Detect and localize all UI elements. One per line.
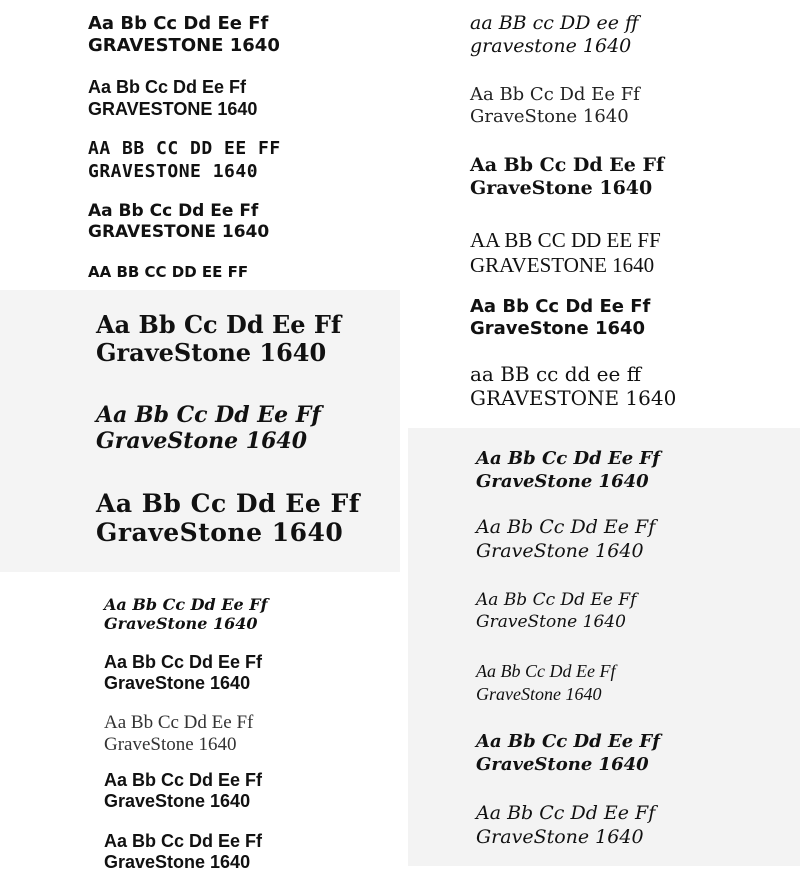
- sample-line-alphabet: Aa Bb Cc Dd Ee Ff: [476, 448, 660, 469]
- sample-line-word: GraveStone 1640: [476, 540, 644, 562]
- font-sample-5: [88, 265, 248, 280]
- sample-line-alphabet: Aa Bb Cc Dd Ee Ff: [96, 402, 321, 428]
- sample-line-alphabet: Aa Bb Cc Dd Ee Ff: [88, 13, 269, 34]
- sample-line-word-cropped: [104, 853, 262, 861]
- sample-line-word: gravestone 1640: [470, 35, 632, 57]
- font-sample-9: [104, 597, 268, 632]
- sample-line-alphabet: Aa Bb Cc Dd Ee Ff: [104, 770, 263, 790]
- sample-line-word: GRAVESTONE 1640: [470, 253, 655, 277]
- sample-line-word: GraveStone 1640: [470, 177, 653, 199]
- font-sample-13: [104, 832, 262, 861]
- sample-line-alphabet: Aa Bb Cc Dd Ee Ff: [470, 84, 640, 105]
- font-sample-3: [88, 140, 281, 181]
- font-sample-25: [476, 804, 655, 847]
- font-sample-11: [104, 713, 253, 754]
- sample-line-alphabet: Aa Bb Cc Dd Ee Ff: [476, 731, 660, 752]
- sample-line-word: GraveStone 1640: [476, 471, 649, 492]
- sample-line-word: GraveStone 1640: [104, 791, 251, 811]
- font-sample-10: [104, 653, 262, 692]
- sample-line-alphabet: AA BB CC DD EE FF: [88, 138, 281, 159]
- sample-line-alphabet: Aa Bb Cc Dd Ee Ff: [88, 201, 259, 221]
- sample-line-word: GRAVESTONE 1640: [88, 222, 270, 242]
- sample-line-alphabet: Aa Bb Cc Dd Ee Ff: [470, 154, 665, 176]
- sample-line-alphabet: Aa Bb Cc Dd Ee Ff: [88, 77, 247, 97]
- font-sample-17: [470, 230, 661, 276]
- sample-line-alphabet: Aa Bb Cc Dd Ee Ff: [470, 296, 651, 317]
- sample-line-word: GraveStone 1640: [104, 614, 258, 633]
- sample-line-alphabet: Aa Bb Cc Dd Ee Ff: [104, 712, 254, 733]
- font-sample-2: [88, 78, 257, 118]
- sample-line-word: GRAVESTONE 1640: [88, 161, 259, 182]
- sample-line-word: GraveStone 1640: [104, 673, 251, 693]
- sample-line-alphabet: Aa Bb Cc Dd Ee Ff: [104, 652, 263, 672]
- font-sample-16: [470, 156, 664, 198]
- font-sample-20: [476, 450, 660, 491]
- sample-line-alphabet: Aa Bb Cc Dd Ee Ff: [96, 310, 342, 339]
- sample-line-alphabet: AA BB CC DD EE FF: [470, 228, 661, 252]
- font-sample-8: [96, 491, 360, 545]
- font-sample-21: [476, 518, 655, 561]
- sample-line-alphabet: AA BB CC DD EE FF: [88, 263, 249, 281]
- sample-line-word: GRAVESTONE 1640: [88, 99, 258, 119]
- font-sample-23: [476, 662, 615, 703]
- sample-line-alphabet: aa BB cc DD ee ff: [470, 12, 639, 34]
- sample-line-word: GraveStone 1640: [470, 318, 646, 339]
- font-sample-18: [470, 298, 650, 338]
- sample-line-word: GraveStone 1640: [476, 612, 626, 632]
- font-sample-14: [470, 14, 638, 56]
- sample-line-word: GraveStone 1640: [96, 518, 344, 547]
- sample-line-alphabet: Aa Bb Cc Dd Ee Ff: [104, 595, 268, 614]
- font-sample-1: [88, 15, 280, 55]
- sample-line-alphabet: Aa Bb Cc Dd Ee Ff: [476, 802, 656, 824]
- sample-line-alphabet: Aa Bb Cc Dd Ee Ff: [96, 489, 360, 518]
- font-sample-19: [470, 364, 676, 408]
- font-sample-7: [96, 404, 321, 452]
- sample-line-word: GraveStone 1640: [476, 826, 644, 848]
- sample-line-word: GraveStone 1640: [470, 106, 629, 127]
- font-sample-24: [476, 733, 660, 774]
- sample-line-alphabet: Aa Bb Cc Dd Ee Ff: [476, 590, 637, 610]
- font-sample-6: [96, 310, 342, 367]
- panel-script-styles: [408, 428, 800, 866]
- sample-line-word: GRAVESTONE 1640: [88, 35, 280, 56]
- sample-line-word: GraveStone 1640: [476, 684, 602, 704]
- font-sample-22: [476, 592, 636, 631]
- sample-line-word: GraveStone 1640: [476, 754, 649, 775]
- sample-line-alphabet: Aa Bb Cc Dd Ee Ff: [476, 661, 616, 681]
- sample-line-word: GRAVESTONE 1640: [470, 386, 677, 410]
- font-sample-12: [104, 771, 262, 810]
- sample-line-alphabet: Aa Bb Cc Dd Ee Ff: [104, 831, 263, 851]
- sample-line-alphabet: Aa Bb Cc Dd Ee Ff: [476, 516, 656, 538]
- sample-line-word: GraveStone 1640: [104, 734, 237, 755]
- font-sample-4: [88, 203, 269, 241]
- sample-line-word: GraveStone 1640: [96, 338, 327, 367]
- sample-line-word: GraveStone 1640: [96, 428, 308, 454]
- sample-line-alphabet: aa BB cc dd ee ff: [470, 362, 641, 386]
- font-sample-15: [470, 86, 640, 126]
